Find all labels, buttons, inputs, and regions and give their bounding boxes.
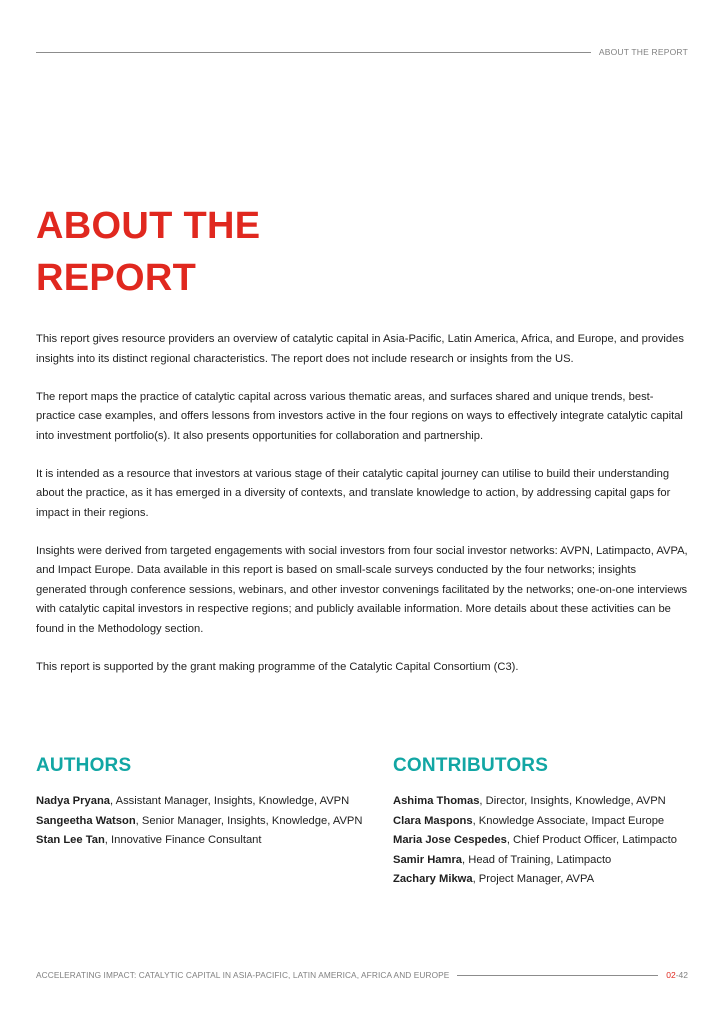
- contributors-section: [393, 754, 693, 890]
- author-role: , Innovative Finance Consultant: [104, 834, 262, 846]
- paragraph: It is intended as a resource that investors at various stage of their catalytic capital journey can utilise to build their understanding about the practice, as it has emerged in a diversity of contexts, and translate knowledge to action, by addressing capital gaps for impact in their regions.: [36, 467, 671, 519]
- page-total: -42: [675, 970, 688, 980]
- contributor-role: , Knowledge Associate, Impact Europe: [472, 814, 665, 827]
- author-name: Sangeetha Watson: [36, 814, 136, 827]
- contributor-name: Maria Jose Cespedes: [393, 834, 507, 846]
- page-current: 02: [666, 970, 676, 980]
- contributor-entry: [393, 812, 693, 832]
- author-name: Stan Lee Tan: [36, 834, 105, 846]
- page-title-line-1: ABOUT THE: [36, 205, 261, 247]
- author-role: , Assistant Manager, Insights, Knowledge, AVPN: [110, 795, 350, 807]
- authors-heading: AUTHORS: [36, 755, 132, 776]
- contributor-entry: [393, 870, 693, 890]
- body-text: [36, 330, 688, 696]
- page-title: [36, 200, 260, 304]
- contributors-heading: CONTRIBUTORS: [393, 755, 549, 776]
- contributor-name: Zachary Mikwa: [393, 873, 473, 885]
- paragraph: This report is supported by the grant making programme of the Catalytic Capital Consortium (C3).: [36, 660, 519, 673]
- footer-rule: [457, 975, 658, 976]
- author-name: Nadya Pryana: [36, 795, 111, 807]
- contributor-name: Clara Maspons: [393, 814, 473, 827]
- contributor-role: , Head of Training, Latimpacto: [462, 853, 612, 866]
- contributor-entry: [393, 831, 693, 851]
- contributor-entry: [393, 851, 693, 871]
- paragraph: Insights were derived from targeted engagements with social investors from four social investor networks: AVPN, Latimpacto, AVPA, and Impact Europe. Data available in this report is based on small-scale surveys conducted by the four networks; insights generated through conference sessions, webinars, and other investor convenings facilitated by the networks; one-on-one interviews with catalytic capital investors in respective regions; and publicly available information. More details about these activities can be found in the Methodology section.: [36, 544, 688, 635]
- contributor-role: , Chief Product Officer, Latimpacto: [506, 834, 677, 846]
- contributor-entry: [393, 792, 693, 812]
- page-header: [36, 45, 688, 59]
- authors-section: [36, 754, 363, 851]
- author-entry: [36, 831, 356, 851]
- contributor-role: , Project Manager, AVPA: [472, 873, 595, 885]
- contributor-name: Samir Hamra: [393, 853, 463, 866]
- page-title-line-2: REPORT: [36, 257, 197, 299]
- author-role: , Senior Manager, Insights, Knowledge, AVPN: [135, 814, 363, 827]
- paragraph: This report gives resource providers an overview of catalytic capital in Asia-Pacific, Latin America, Africa, and Europe, and provides insights into its distinct regional characteristics. The report does not include research or insights from the US.: [36, 333, 684, 365]
- page-footer: [36, 968, 688, 982]
- contributor-name: Ashima Thomas: [393, 795, 480, 807]
- page-number: [666, 970, 688, 980]
- contributor-role: , Director, Insights, Knowledge, AVPN: [479, 795, 666, 807]
- author-entry: [36, 792, 356, 812]
- footer-document-title: ACCELERATING IMPACT: CATALYTIC CAPITAL IN ASIA-PACIFIC, LATIN AMERICA, AFRICA AND EUROPE: [36, 970, 450, 980]
- header-rule: [36, 52, 591, 53]
- paragraph: The report maps the practice of catalytic capital across various thematic areas, and surfaces shared and unique trends, best-practice case examples, and offers lessons from investors active in the four regions on ways to effectively integrate catalytic capital into investment portfolio(s). It also presents opportunities for collaboration and partnership.: [36, 390, 683, 442]
- section-label: ABOUT THE REPORT: [598, 47, 688, 57]
- author-entry: [36, 812, 363, 832]
